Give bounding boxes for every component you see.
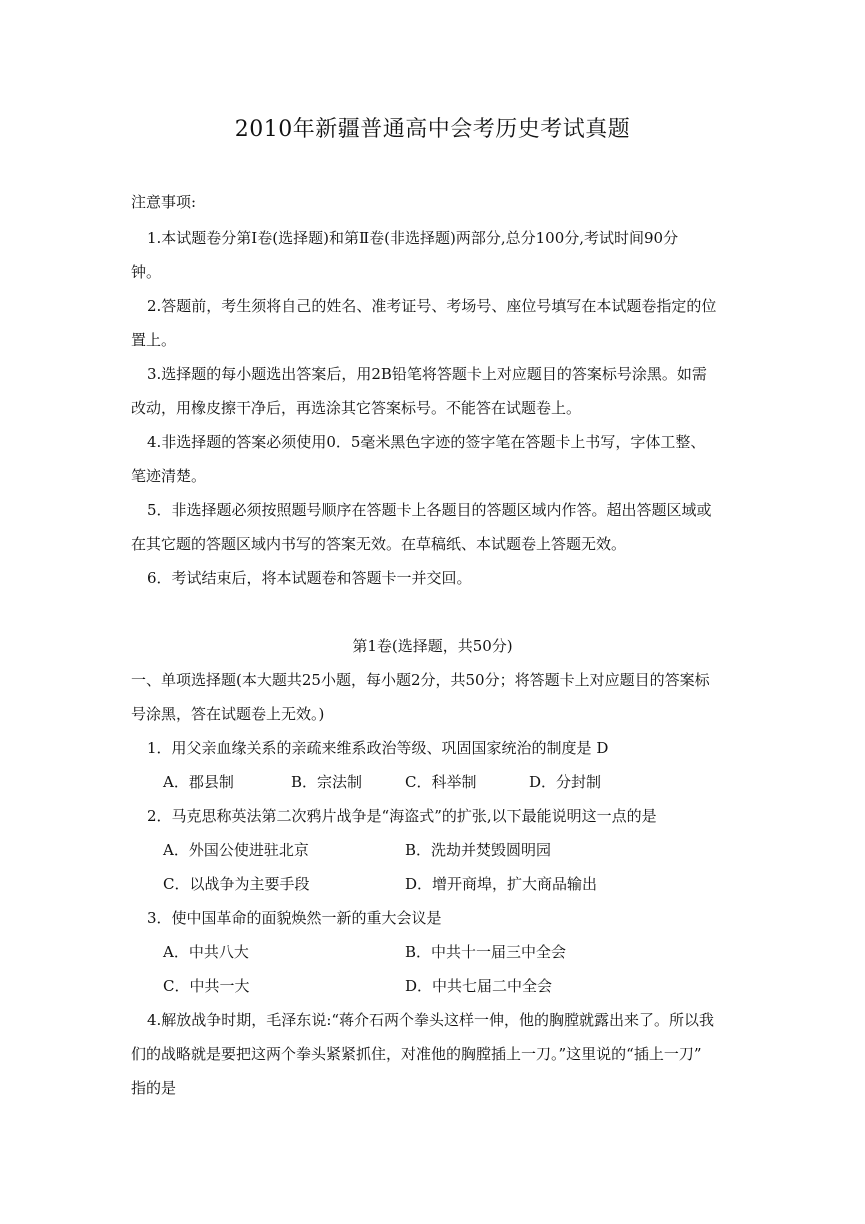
question-2-stem: 2．马克思称英法第二次鸦片战争是“海盗式”的扩张,以下最能说明这一点的是 [147, 807, 657, 825]
section-instruction-line1: 一、单项选择题(本大题共25小题，每小题2分，共50分；将答题卡上对应题目的答案标 [131, 671, 710, 689]
question-1-stem: 1．用父亲血缘关系的亲疏来维系政治等级、巩固国家统治的制度是 D [147, 739, 609, 757]
notice-item-2-line2: 置上。 [131, 331, 177, 349]
question-2-option-d: D．增开商埠，扩大商品输出 [405, 875, 598, 893]
notice-item-1-line2: 钟。 [131, 263, 162, 281]
section-instruction-line2: 号涂黑，答在试题卷上无效。) [131, 705, 325, 723]
notice-item-6-line1: 6．考试结束后，将本试题卷和答题卡一并交回。 [147, 569, 472, 587]
notice-item-2-line1: 2.答题前，考生须将自己的姓名、准考证号、考场号、座位号填写在本试题卷指定的位 [147, 297, 717, 315]
notice-item-4-line1: 4.非选择题的答案必须使用0．5毫米黑色字迹的签字笔在答题卡上书写，字体工整、 [147, 433, 706, 451]
notice-item-5-line1: 5．非选择题必须按照题号顺序在答题卡上各题目的答题区域内作答。超出答题区域或 [147, 501, 712, 519]
question-1-option-c: C．科举制 [405, 773, 477, 791]
notice-heading: 注意事项: [131, 193, 197, 211]
question-3-option-a: A．中共八大 [163, 943, 249, 961]
question-1-option-d: D．分封制 [529, 773, 602, 791]
question-3-option-b: B．中共十一届三中全会 [405, 943, 567, 961]
notice-item-4-line2: 笔迹清楚。 [131, 467, 207, 485]
notice-item-1-line1: 1.本试题卷分第Ⅰ卷(选择题)和第Ⅱ卷(非选择题)两部分,总分100分,考试时间90分 [147, 229, 679, 247]
question-4-stem-line3: 指的是 [131, 1079, 177, 1097]
page-title: 2010年新疆普通高中会考历史考试真题 [234, 117, 631, 142]
question-2-option-a: A．外国公使进驻北京 [163, 841, 309, 859]
notice-item-5-line2: 在其它题的答题区域内书写的答案无效。在草稿纸、本试题卷上答题无效。 [131, 535, 627, 553]
question-1-option-b: B．宗法制 [291, 773, 363, 791]
question-2-option-c: C．以战争为主要手段 [163, 875, 310, 893]
question-3-option-c: C．中共一大 [163, 977, 250, 995]
question-3-stem: 3．使中国革命的面貌焕然一新的重大会议是 [147, 909, 442, 927]
section-heading: 第1卷(选择题，共50分) [352, 637, 513, 655]
question-2-option-b: B．洗劫并焚毁圆明园 [405, 841, 552, 859]
question-4-stem-line1: 4.解放战争时期，毛泽东说:“蒋介石两个拳头这样一伸，他的胸膛就露出来了。所以我 [147, 1011, 715, 1029]
question-4-stem-line2: 们的战略就是要把这两个拳头紧紧抓住，对准他的胸膛插上一刀。”这里说的“插上一刀” [131, 1045, 702, 1063]
notice-item-3-line2: 改动，用橡皮擦干净后，再选涂其它答案标号。不能答在试题卷上。 [131, 399, 582, 417]
question-3-option-d: D．中共七届二中全会 [405, 977, 553, 995]
notice-item-3-line1: 3.选择题的每小题选出答案后，用2B铅笔将答题卡上对应题目的答案标号涂黑。如需 [147, 365, 707, 383]
question-1-option-a: A．郡县制 [163, 773, 234, 791]
